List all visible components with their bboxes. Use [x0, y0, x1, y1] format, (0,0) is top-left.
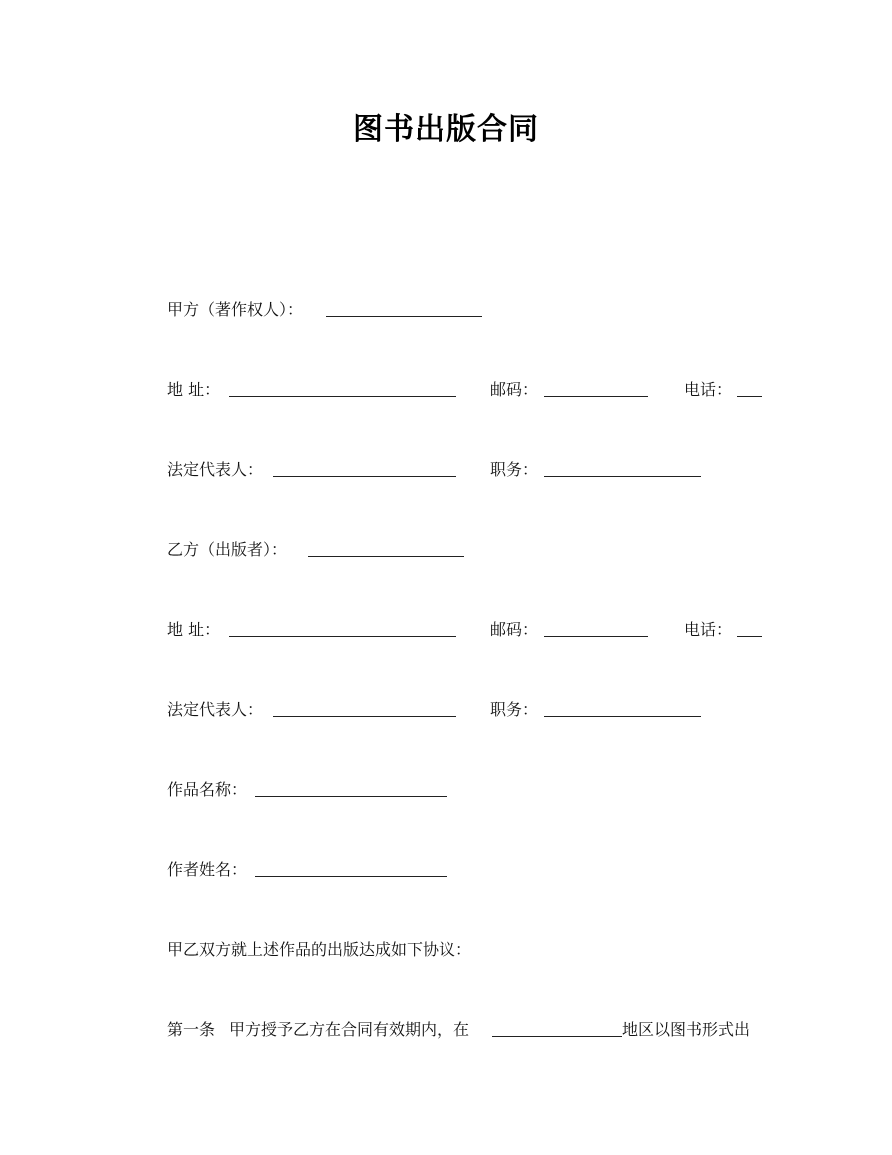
- party-a-phone-field[interactable]: [737, 380, 762, 397]
- party-a-address-line: [167, 378, 767, 402]
- party-b-address-line: [167, 618, 767, 642]
- author-name-label: 作者姓名：: [167, 860, 248, 879]
- party-a-address-label: 地 址：: [167, 380, 221, 399]
- party-a-position-label: 职务：: [490, 460, 539, 479]
- party-a-name-field[interactable]: [326, 300, 482, 317]
- article-1-region-field[interactable]: [492, 1020, 622, 1037]
- party-b-legal-rep-field[interactable]: [273, 700, 456, 717]
- party-a-phone-label: 电话：: [684, 380, 733, 399]
- party-a-position-field[interactable]: [544, 460, 701, 477]
- party-b-legal-rep-label: 法定代表人：: [167, 700, 264, 719]
- party-a-rep-line: [167, 458, 727, 482]
- author-name-field[interactable]: [255, 860, 447, 877]
- party-a-postcode-label: 邮码：: [490, 380, 539, 399]
- party-a-address-field[interactable]: [229, 380, 456, 397]
- article-1-text-before: 甲方授予乙方在合同有效期内，在: [229, 1020, 470, 1039]
- party-b-address-field[interactable]: [229, 620, 456, 637]
- party-b-rep-line: [167, 698, 727, 722]
- party-b-phone-label: 电话：: [684, 620, 733, 639]
- party-b-address-label: 地 址：: [167, 620, 221, 639]
- party-a-label: 甲方（著作权人）：: [167, 300, 304, 319]
- article-1-line: [167, 1018, 767, 1042]
- work-title-label: 作品名称：: [167, 780, 248, 799]
- party-a-legal-rep-field[interactable]: [273, 460, 456, 477]
- article-1-text-after: 地区以图书形式出: [622, 1020, 751, 1039]
- party-b-label: 乙方（出版者）：: [167, 540, 288, 559]
- party-b-position-field[interactable]: [544, 700, 701, 717]
- party-a-postcode-field[interactable]: [544, 380, 648, 397]
- work-title-field[interactable]: [255, 780, 447, 797]
- author-name-line: [167, 858, 467, 882]
- party-b-postcode-field[interactable]: [544, 620, 648, 637]
- party-a-legal-rep-label: 法定代表人：: [167, 460, 264, 479]
- party-b-phone-field[interactable]: [737, 620, 762, 637]
- article-1-number: 第一条: [167, 1020, 216, 1039]
- agreement-intro: 甲乙双方就上述作品的出版达成如下协议：: [167, 940, 472, 959]
- party-b-position-label: 职务：: [490, 700, 539, 719]
- party-b-name-field[interactable]: [308, 540, 464, 557]
- work-title-line: [167, 778, 467, 802]
- document-title: 图书出版合同: [353, 112, 539, 147]
- party-b-postcode-label: 邮码：: [490, 620, 539, 639]
